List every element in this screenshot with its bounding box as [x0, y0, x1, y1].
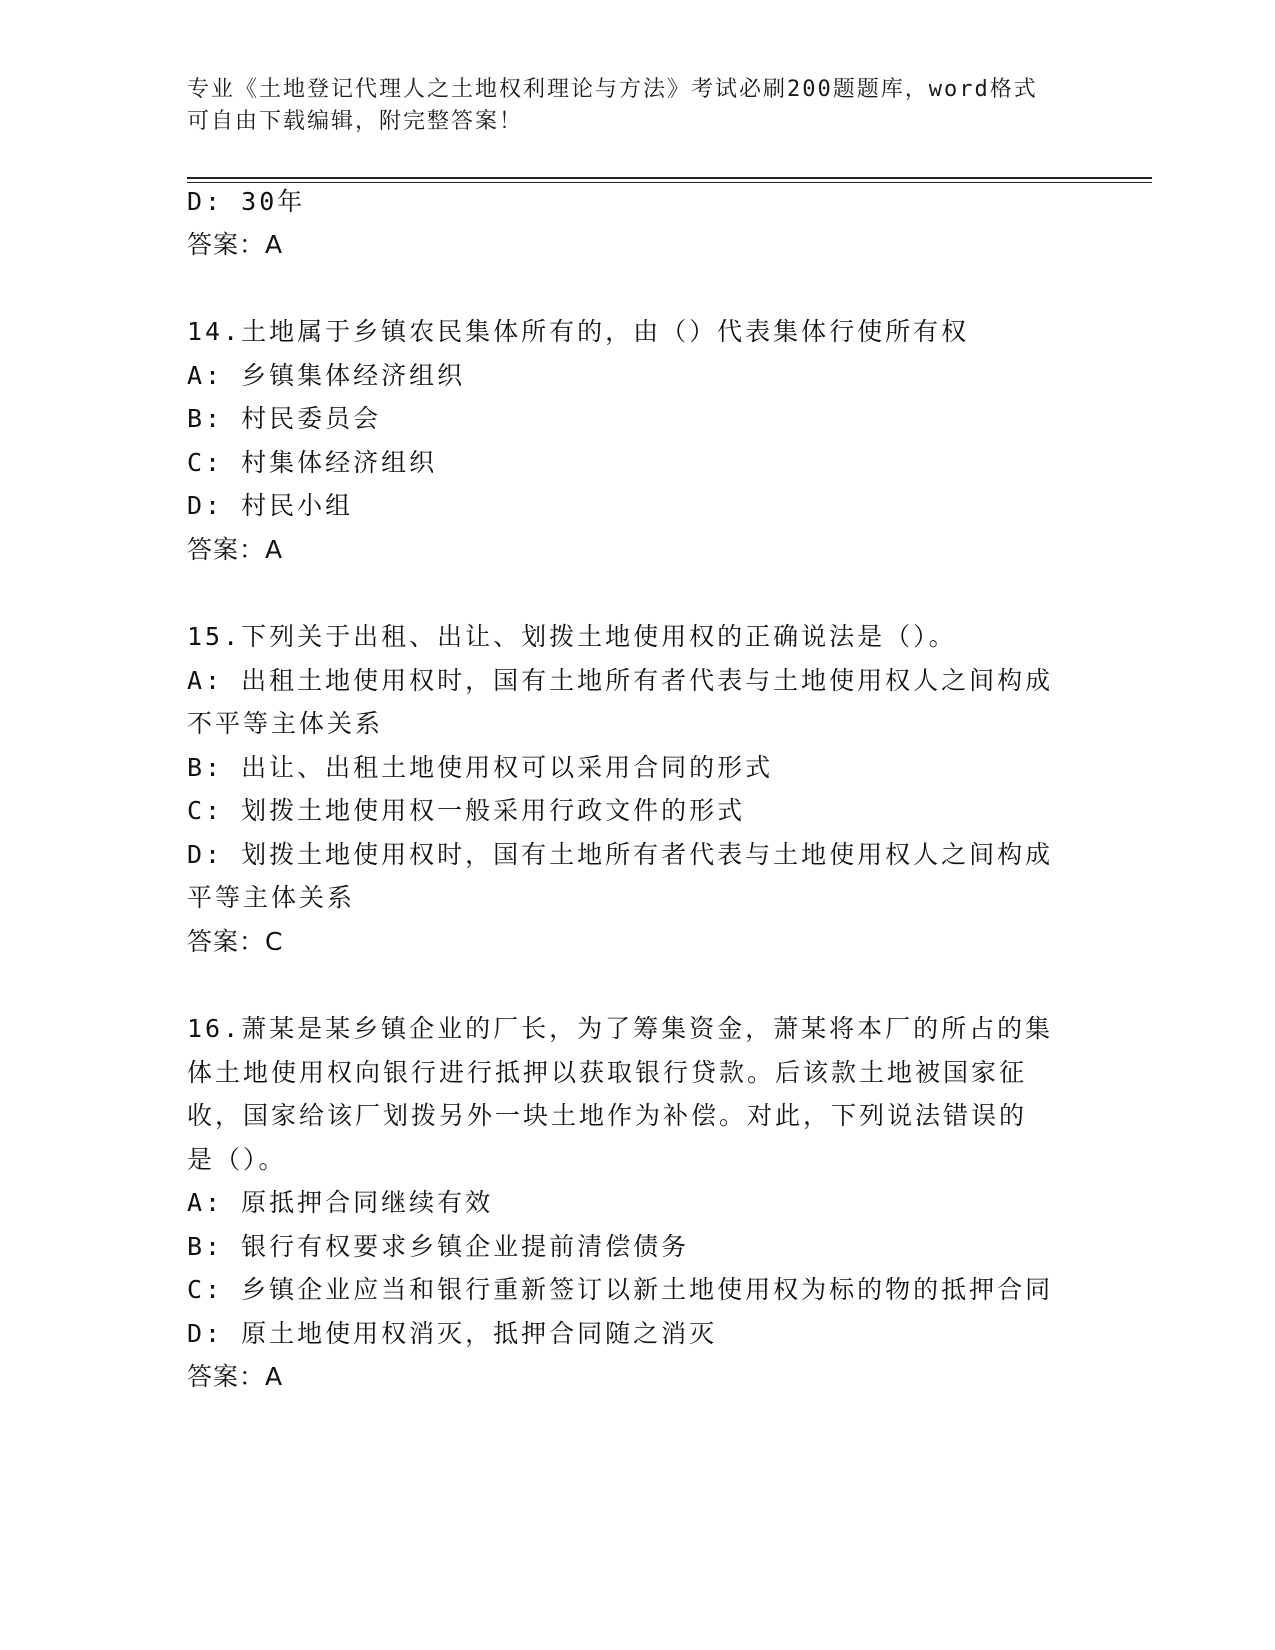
- q15-option-a-line-2: 不平等主体关系: [187, 709, 384, 738]
- q16-answer: 答案：A: [187, 1362, 284, 1391]
- q13-option-d: D: 30年: [187, 187, 306, 216]
- q14-option-d: D: 村民小组: [187, 491, 354, 520]
- q15-stem: 15.下列关于出租、出让、划拨土地使用权的正确说法是（）。: [187, 622, 957, 651]
- header-title-line-1: 专业《土地登记代理人之土地权利理论与方法》考试必刷200题题库，word格式: [187, 77, 1038, 102]
- q16-stem-line-4: 是（）。: [187, 1145, 287, 1174]
- document-header: [187, 74, 1067, 138]
- q14-option-c: C: 村集体经济组织: [187, 448, 438, 477]
- q14-stem: 14.土地属于乡镇农民集体所有的，由（）代表集体行使所有权: [187, 317, 970, 346]
- q15-option-d-line-1: D: 划拨土地使用权时，国有土地所有者代表与土地使用权人之间构成: [187, 840, 1054, 869]
- q15-option-d-line-2: 平等主体关系: [187, 883, 356, 912]
- q14-option-b: B: 村民委员会: [187, 404, 382, 433]
- q16-stem-line-2: 体土地使用权向银行进行抵押以获取银行贷款。后该款土地被国家征: [187, 1058, 1028, 1087]
- header-title-line-2: 可自由下载编辑，附完整答案！: [187, 109, 524, 134]
- q16-option-a: A: 原抵押合同继续有效: [187, 1188, 494, 1217]
- q16-option-b: B: 银行有权要求乡镇企业提前清偿债务: [187, 1232, 690, 1261]
- q16-option-c: C: 乡镇企业应当和银行重新签订以新土地使用权为标的物的抵押合同: [187, 1275, 1054, 1304]
- q13-answer: 答案：A: [187, 230, 284, 259]
- q14-option-a: A: 乡镇集体经济组织: [187, 361, 466, 390]
- header-rule-thick: [187, 177, 1152, 179]
- q14-answer: 答案：A: [187, 535, 284, 564]
- q15-option-b: B: 出让、出租土地使用权可以采用合同的形式: [187, 753, 774, 782]
- q16-stem-line-1: 16.萧某是某乡镇企业的厂长，为了筹集资金，萧某将本厂的所占的集: [187, 1014, 1054, 1043]
- q15-answer: 答案：C: [187, 927, 284, 956]
- q16-stem-line-3: 收，国家给该厂划拨另外一块土地作为补偿。对此，下列说法错误的: [187, 1101, 1028, 1130]
- q16-option-d: D: 原土地使用权消灭，抵押合同随之消灭: [187, 1319, 718, 1348]
- q15-option-c: C: 划拨土地使用权一般采用行政文件的形式: [187, 796, 746, 825]
- q15-option-a-line-1: A: 出租土地使用权时，国有土地所有者代表与土地使用权人之间构成: [187, 666, 1054, 695]
